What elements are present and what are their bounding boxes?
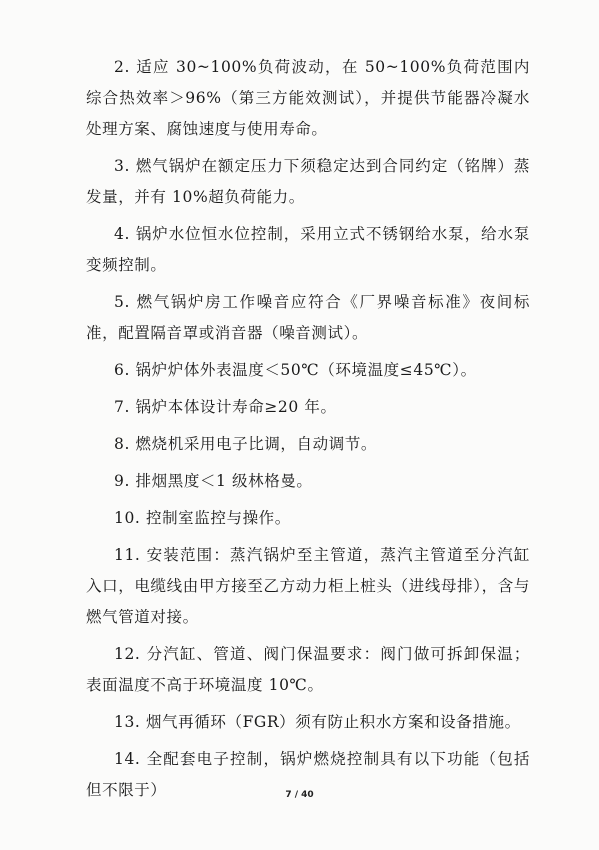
paragraph-item-6: 6. 锅炉炉体外表温度＜50℃（环境温度≤45℃）。	[114, 361, 477, 379]
paragraph-item-8: 8. 燃烧机采用电子比调，自动调节。	[114, 435, 378, 453]
paragraph-item-9: 9. 排烟黑度＜1 级林格曼。	[114, 472, 313, 490]
paragraph-item-4: 4. 锅炉水位恒水位控制，采用立式不锈钢给水泵，给水泵变频控制。	[86, 225, 530, 274]
paragraph-item-14: 14. 全配套电子控制，锅炉燃烧控制具有以下功能（包括但不限于）	[86, 750, 530, 799]
paragraph-item-2: 2. 适应 30~100%负荷波动，在 50~100%负荷范围内综合热效率＞96%（第三方能效测试），并提供节能器冷凝水处理方案、腐蚀速度与使用寿命。	[86, 58, 530, 138]
paragraph-item-5: 5. 燃气锅炉房工作噪音应符合《厂界噪音标准》夜间标准，配置隔音罩或消音器（噪音测试）。	[86, 293, 530, 342]
page-number: 7 / 40	[285, 790, 314, 800]
paragraph-item-3: 3. 燃气锅炉在额定压力下须稳定达到合同约定（铭牌）蒸发量，并有 10%超负荷能力。	[86, 157, 530, 206]
paragraph-item-11: 11. 安装范围：蒸汽锅炉至主管道，蒸汽主管道至分汽缸入口，电缆线由甲方接至乙方动力柜上桩头（进线母排），含与燃气管道对接。	[86, 546, 530, 626]
document-body	[86, 52, 530, 812]
paragraph-item-7: 7. 锅炉本体设计寿命≥20 年。	[114, 398, 337, 416]
paragraph-item-10: 10. 控制室监控与操作。	[114, 509, 291, 527]
paragraph-item-13: 13. 烟气再循环（FGR）须有防止积水方案和设备措施。	[114, 713, 521, 731]
paragraph-item-12: 12. 分汽缸、管道、阀门保温要求：阀门做可拆卸保温；表面温度不高于环境温度 10℃。	[86, 645, 530, 694]
